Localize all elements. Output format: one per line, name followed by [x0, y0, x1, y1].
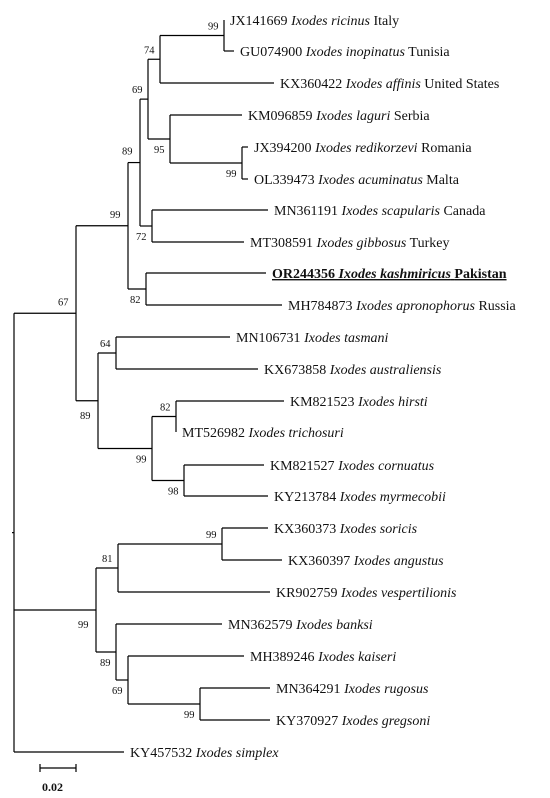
taxon-species: Ixodes apronophorus [356, 299, 475, 314]
bootstrap-value: 74 [144, 45, 155, 57]
taxon-accession: MH389246 [250, 650, 315, 665]
taxon-label [130, 746, 279, 761]
taxon-species: Ixodes banksi [296, 618, 373, 633]
taxon-label [250, 236, 450, 251]
taxon-accession: KY213784 [274, 490, 337, 505]
taxon-label [264, 363, 442, 378]
taxon-species: Ixodes affinis [345, 77, 421, 92]
scale-bar-line [40, 764, 76, 772]
taxon-country: United States [424, 77, 500, 92]
taxon-labels [130, 14, 517, 761]
taxon-label [248, 109, 430, 124]
bootstrap-value: 99 [184, 710, 195, 721]
taxon-species: Ixodes gibbosus [316, 236, 407, 251]
taxon-label [276, 586, 457, 601]
taxon-label [280, 77, 499, 92]
taxon-country: Canada [443, 204, 486, 219]
taxon-accession: MN364291 [276, 682, 341, 697]
taxon-species: Ixodes angustus [353, 554, 444, 569]
bootstrap-value: 99 [208, 21, 219, 33]
bootstrap-value: 72 [136, 232, 147, 243]
taxon-species: Ixodes kashmiricus [338, 267, 451, 282]
taxon-label [274, 522, 418, 537]
bootstrap-value: 99 [78, 620, 89, 631]
taxon-country: Serbia [393, 109, 430, 124]
bootstrap-value: 99 [110, 209, 121, 221]
taxon-label [288, 299, 517, 314]
taxon-country: Turkey [409, 236, 450, 251]
bootstrap-value: 81 [102, 554, 113, 565]
taxon-label [230, 14, 399, 29]
taxon-accession: OL339473 [254, 173, 315, 188]
scale-bar [40, 764, 76, 794]
taxon-species: Ixodes gregsoni [341, 714, 431, 729]
taxon-accession: KR902759 [276, 586, 338, 601]
bootstrap-value: 99 [206, 530, 217, 541]
taxon-accession: GU074900 [240, 45, 303, 60]
taxon-label [182, 426, 344, 441]
taxon-country: Romania [421, 141, 472, 156]
taxon-accession: KX360373 [274, 522, 337, 537]
bootstrap-value: 98 [168, 486, 179, 498]
bootstrap-value: 82 [130, 295, 141, 306]
taxon-label [250, 650, 396, 665]
taxon-species: Ixodes ricinus [291, 14, 370, 29]
bootstrap-value: 99 [136, 454, 147, 466]
taxon-accession: MN361191 [274, 204, 339, 219]
taxon-species: Ixodes australiensis [329, 363, 442, 378]
taxon-label [270, 459, 435, 474]
taxon-accession: KY457532 [130, 746, 193, 761]
taxon-label [254, 173, 460, 188]
taxon-label [272, 267, 507, 282]
taxon-species: Ixodes myrmecobii [339, 490, 446, 505]
taxon-country: Russia [478, 299, 516, 314]
taxon-accession: KY370927 [276, 714, 339, 729]
taxon-accession: MN106731 [236, 331, 301, 346]
bootstrap-value: 89 [100, 658, 111, 669]
taxon-accession: KX360397 [288, 554, 351, 569]
tree-branches [12, 20, 284, 752]
bootstrap-value: 82 [160, 402, 171, 414]
taxon-species: Ixodes scapularis [341, 204, 440, 219]
taxon-accession: JX141669 [230, 14, 288, 29]
taxon-species: Ixodes soricis [339, 522, 418, 537]
taxon-accession: JX394200 [254, 141, 312, 156]
taxon-label [290, 395, 428, 410]
taxon-species: Ixodes kaiseri [318, 650, 397, 665]
taxon-species: Ixodes redikorzevi [315, 141, 418, 156]
taxon-country: Italy [373, 14, 400, 29]
bootstrap-value: 89 [122, 146, 133, 158]
taxon-species: Ixodes inopinatus [305, 45, 405, 60]
taxon-accession: MH784873 [288, 299, 353, 314]
taxon-accession: KX360422 [280, 77, 343, 92]
taxon-country: Pakistan [454, 267, 507, 282]
taxon-species: Ixodes trichosuri [248, 426, 344, 441]
taxon-accession: OR244356 [272, 267, 335, 282]
taxon-label [228, 618, 373, 633]
bootstrap-value: 67 [58, 297, 69, 309]
bootstrap-value: 64 [100, 339, 111, 350]
taxon-accession: MT526982 [182, 426, 245, 441]
taxon-species: Ixodes cornuatus [338, 459, 435, 474]
taxon-country: Malta [426, 173, 459, 188]
taxon-country: Tunisia [408, 45, 450, 60]
bootstrap-values [58, 22, 237, 722]
taxon-label [288, 554, 444, 569]
bootstrap-value: 99 [226, 169, 237, 180]
taxon-label [274, 204, 486, 219]
taxon-label [254, 141, 472, 156]
taxon-accession: MT308591 [250, 236, 313, 251]
taxon-species: Ixodes rugosus [344, 682, 429, 697]
taxon-label [240, 45, 450, 60]
bootstrap-value: 69 [112, 686, 123, 697]
taxon-species: Ixodes tasmani [304, 331, 389, 346]
taxon-accession: KX673858 [264, 363, 327, 378]
bootstrap-value: 89 [80, 410, 91, 422]
taxon-accession: MN362579 [228, 618, 293, 633]
taxon-species: Ixodes simplex [195, 746, 279, 761]
taxon-accession: KM096859 [248, 109, 313, 124]
bootstrap-value: 69 [132, 85, 143, 97]
taxon-label [236, 331, 389, 346]
taxon-label [276, 714, 430, 729]
taxon-accession: KM821523 [290, 395, 355, 410]
taxon-species: Ixodes vespertilionis [340, 586, 457, 601]
taxon-label [274, 490, 446, 505]
taxon-accession: KM821527 [270, 459, 335, 474]
scale-bar-label: 0.02 [42, 780, 63, 794]
taxon-species: Ixodes hirsti [358, 395, 428, 410]
taxon-label [276, 682, 429, 697]
bootstrap-value: 95 [154, 145, 165, 156]
taxon-species: Ixodes acuminatus [318, 173, 423, 188]
taxon-species: Ixodes laguri [316, 109, 391, 124]
